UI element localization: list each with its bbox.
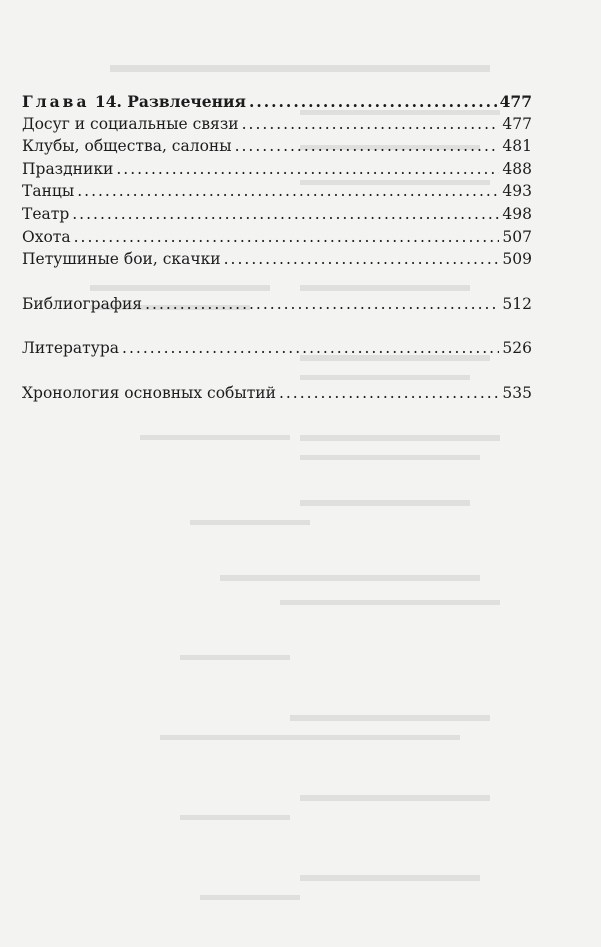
entry-title: Клубы, общества, салоны [22, 137, 232, 156]
page-number: 509 [502, 250, 532, 269]
toc-entry-chronology[interactable] [22, 384, 532, 407]
entry-title: Праздники [22, 159, 114, 178]
dot-leader [77, 182, 499, 200]
chapter-prefix: Глава [22, 92, 90, 111]
toc-entry[interactable] [22, 205, 532, 228]
entry-title: Библиография [22, 294, 143, 313]
toc-entry[interactable] [22, 182, 532, 205]
dot-leader [279, 384, 499, 402]
entry-title: Хронология основных событий [22, 383, 276, 402]
page-number: 488 [502, 159, 532, 178]
dot-leader [116, 160, 499, 178]
dot-leader [235, 137, 500, 155]
page-number: 507 [502, 227, 532, 246]
toc-entry[interactable] [22, 228, 532, 251]
entry-title: Театр [22, 204, 70, 223]
dot-leader [242, 115, 500, 133]
entry-title: Литература [22, 339, 120, 358]
chapter-heading[interactable] [22, 92, 532, 115]
toc-entry[interactable] [22, 115, 532, 138]
entry-title: Танцы [22, 182, 75, 201]
chapter-title: Развлечения [127, 92, 246, 111]
dot-leader [224, 250, 500, 268]
table-of-contents [22, 92, 532, 407]
dot-leader [122, 339, 499, 357]
toc-entry-bibliography[interactable] [22, 295, 532, 318]
page-number: 493 [502, 182, 532, 201]
dot-leader [249, 92, 497, 111]
toc-entry-literature[interactable] [22, 339, 532, 362]
dot-leader [72, 205, 499, 223]
chapter-number: 14. [94, 92, 122, 111]
page-number: 477 [502, 114, 532, 133]
toc-entry[interactable] [22, 250, 532, 273]
page-number: 477 [499, 92, 532, 111]
dot-leader [145, 295, 499, 313]
page-number: 535 [502, 383, 532, 402]
page-number: 498 [502, 204, 532, 223]
page-number: 526 [502, 339, 532, 358]
entry-title: Охота [22, 227, 71, 246]
toc-entry[interactable] [22, 137, 532, 160]
entry-title: Досуг и социальные связи [22, 114, 239, 133]
entry-title: Петушиные бои, скачки [22, 250, 221, 269]
dot-leader [74, 228, 500, 246]
page-number: 481 [502, 137, 532, 156]
toc-entry[interactable] [22, 160, 532, 183]
page-number: 512 [502, 294, 532, 313]
